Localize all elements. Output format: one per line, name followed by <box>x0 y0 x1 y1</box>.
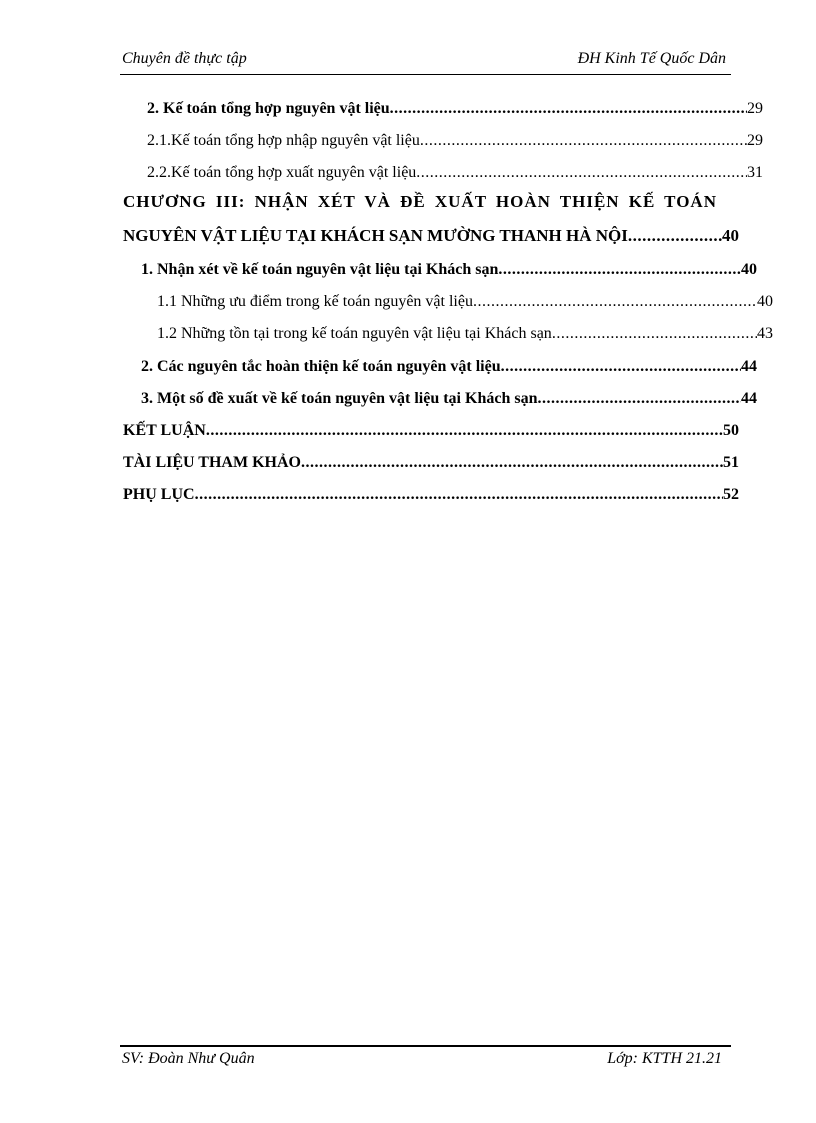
toc-leader-dots <box>420 132 747 150</box>
toc-chapter-title-line1: CHƯƠNG III: NHẬN XÉT VÀ ĐỀ XUẤT HOÀN THIỆN KẾ TOÁN <box>123 192 717 211</box>
toc-entry-title: 1. Nhận xét về kế toán nguyên vật liệu tại Khách sạn <box>141 261 499 278</box>
toc-entry-page: 51 <box>723 454 739 471</box>
toc-leader-dots <box>416 164 747 182</box>
toc-entry <box>123 448 739 472</box>
footer-right-text: Lớp: KTTH 21.21 <box>607 1050 722 1067</box>
toc-chapter-title-line2: NGUYÊN VẬT LIỆU TẠI KHÁCH SẠN MƯỜNG THANH HÀ NỘI <box>123 226 628 245</box>
toc-leader-dots <box>301 454 723 472</box>
toc-entry-page: 40 <box>722 226 739 245</box>
toc-entry-title: 2.1.Kế toán tổng hợp nhập nguyên vật liệu <box>147 132 420 149</box>
toc-entry-page: 43 <box>757 325 773 342</box>
toc-entry-page: 44 <box>741 390 757 407</box>
toc-entry-page: 50 <box>723 422 739 439</box>
toc-entry <box>123 319 773 343</box>
toc-entry <box>123 416 739 440</box>
toc-entry-page: 40 <box>741 261 757 278</box>
footer-divider <box>120 1045 731 1047</box>
toc-entry-title: 2.2.Kế toán tổng hợp xuất nguyên vật liệu <box>147 164 417 181</box>
toc-entry-page: 29 <box>747 132 763 149</box>
page-header <box>122 46 730 72</box>
toc-entry-title: KẾT LUẬN <box>123 422 206 439</box>
toc-entry-title: 3. Một số đề xuất về kế toán nguyên vật liệu tại Khách sạn <box>141 390 538 407</box>
header-divider <box>120 74 731 75</box>
toc-leader-dots <box>195 486 723 504</box>
toc-leader-dots <box>537 390 741 408</box>
footer-left-text: SV: Đoàn Như Quân <box>122 1050 255 1067</box>
toc-entry-page: 40 <box>757 293 773 310</box>
toc-leader-dots <box>473 293 757 311</box>
toc-entry-title: 2. Kế toán tổng hợp nguyên vật liệu <box>147 100 390 117</box>
toc-entry <box>123 384 757 408</box>
toc-entry-page: 44 <box>741 358 757 375</box>
toc-leader-dots <box>390 100 747 118</box>
toc-entry <box>123 480 739 504</box>
header-left-text: Chuyên đề thực tập <box>122 50 247 67</box>
page-footer <box>122 1050 722 1074</box>
toc-entry-title: PHỤ LỤC <box>123 486 195 503</box>
toc-entry <box>123 255 757 279</box>
toc-entry-title: 1.2 Những tồn tại trong kế toán nguyên vật liệu tại Khách sạn <box>157 325 552 342</box>
toc-entry-title: 1.1 Những ưu điểm trong kế toán nguyên vật liệu <box>157 293 473 310</box>
toc-entry <box>123 287 773 311</box>
toc-entry <box>123 222 739 246</box>
toc-entry <box>123 126 763 150</box>
toc-entry <box>123 352 757 376</box>
toc-entry <box>123 158 763 182</box>
toc-leader-dots <box>552 325 757 343</box>
toc-entry-page: 29 <box>747 100 763 117</box>
toc-leader-dots <box>628 226 722 246</box>
toc-entry-page: 31 <box>747 164 763 181</box>
toc-leader-dots <box>206 422 723 440</box>
toc-entry <box>123 94 763 118</box>
toc-entry-title: TÀI LIỆU THAM KHẢO <box>123 454 301 471</box>
header-right-text: ĐH Kinh Tế Quốc Dân <box>577 50 726 67</box>
toc-entry-title: 2. Các nguyên tắc hoàn thiện kế toán nguyên vật liệu <box>141 358 501 375</box>
toc-entry-page: 52 <box>723 486 739 503</box>
toc-leader-dots <box>498 261 741 279</box>
toc-leader-dots <box>501 358 741 376</box>
